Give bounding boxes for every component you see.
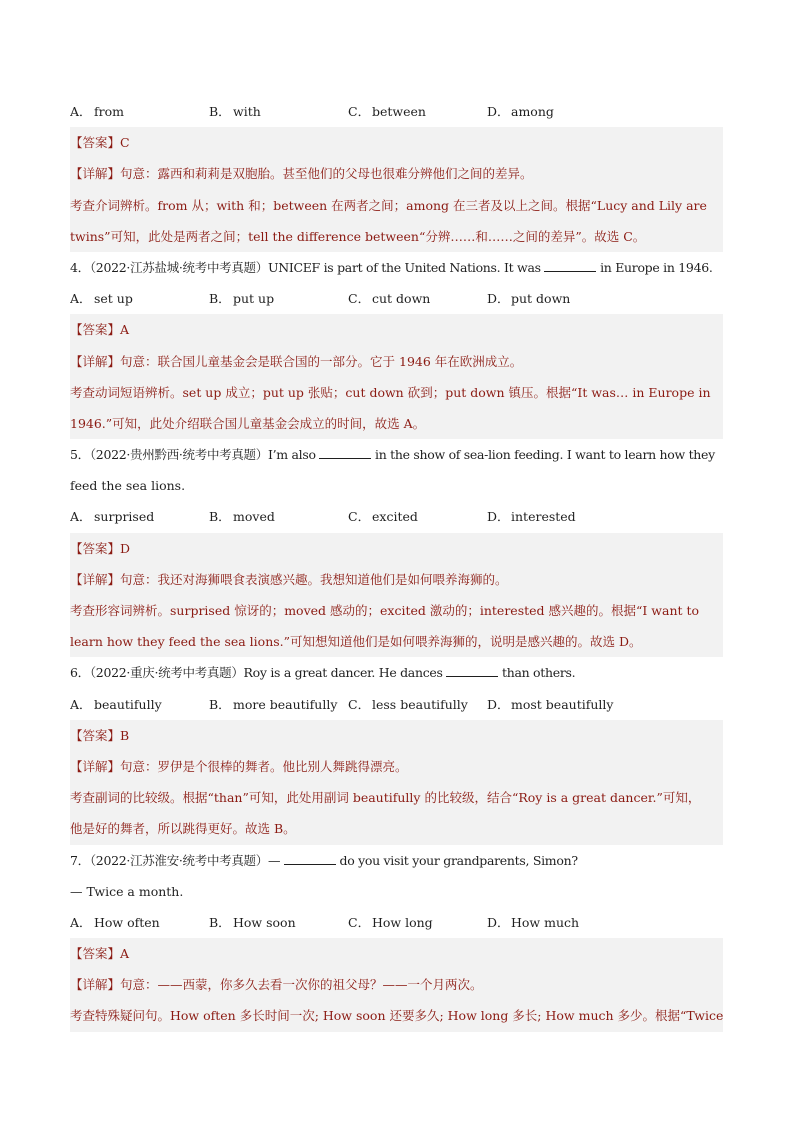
option-letter: D． <box>487 104 510 119</box>
option-letter: B． <box>209 509 231 525</box>
detail-tag: 【详解】 <box>70 758 121 774</box>
answer-letter: A <box>120 946 130 962</box>
detail-text: 句意：露西和莉莉是双胞胎。甚至他们的父母也很难分辨他们之间的差异。 <box>120 166 533 182</box>
detail-tag: 【详解】 <box>70 977 121 993</box>
q4-option-d[interactable] <box>487 283 626 314</box>
answer-blank[interactable] <box>544 259 596 272</box>
option-text: among <box>511 104 554 119</box>
q6-option-d[interactable] <box>487 689 626 720</box>
stem-text: 5．（2022·贵州黔西·统考中考真题）I’m also <box>70 447 320 463</box>
stem-text: than others. <box>498 665 576 681</box>
q7-option-b[interactable] <box>209 907 348 938</box>
option-text: from <box>94 104 124 119</box>
q4-option-b[interactable] <box>209 283 348 314</box>
option-text: most beautifully <box>511 696 614 712</box>
answer-tag: 【答案】 <box>70 946 121 962</box>
option-letter: C． <box>348 509 371 525</box>
q3-option-b[interactable] <box>209 96 348 127</box>
q7-options <box>70 907 723 938</box>
detail-text: 句意：联合国儿童基金会是联合国的一部分。它于 1946 年在欧洲成立。 <box>120 353 523 369</box>
option-letter: D． <box>487 914 510 930</box>
stem-text: 7．（2022·江苏淮安·统考中考真题）— <box>70 852 284 868</box>
stem-text: in the show of sea-lion feeding. I want to learn how they <box>371 447 715 463</box>
detail-tag: 【详解】 <box>70 166 121 182</box>
answer-letter: B <box>120 727 130 743</box>
q4-option-a[interactable] <box>70 283 209 314</box>
q5-option-a[interactable] <box>70 501 209 532</box>
option-text: surprised <box>94 509 155 525</box>
q4-options <box>70 283 723 314</box>
answer-blank[interactable] <box>284 852 336 865</box>
answer-tag: 【答案】 <box>70 727 121 743</box>
option-text: moved <box>233 509 275 525</box>
q5-detail-line-1 <box>70 564 723 595</box>
option-letter: C． <box>348 696 371 712</box>
q6-detail-line-2: 考查副词的比较级。根据“than”可知，此处用副词 beautifully 的比较级，结合“Roy is a great dancer.”可知， <box>70 782 723 813</box>
q6-options <box>70 689 723 720</box>
answer-blank[interactable] <box>319 446 371 459</box>
q4-option-c[interactable] <box>348 283 487 314</box>
q3-option-d[interactable] <box>487 96 626 127</box>
q7-answer <box>70 938 723 969</box>
q6-option-b[interactable] <box>209 689 348 720</box>
option-letter: C． <box>348 104 371 119</box>
q6-stem <box>70 657 723 688</box>
q5-detail-line-2: 考查形容词辨析。surprised 惊讶的；moved 感动的；excited 激动的；interested 感兴趣的。根据“I want to <box>70 595 723 626</box>
q7-detail-line-2: 考查特殊疑问句。How often 多长时间一次; How soon 还要多久; How long 多长; How much 多少。根据“Twice <box>70 1000 723 1031</box>
q6-option-c[interactable] <box>348 689 487 720</box>
answer-tag: 【答案】 <box>70 135 121 151</box>
option-text: How much <box>511 914 580 930</box>
q3-detail-line-3: twins”可知，此处是两者之间；tell the difference between“分辨……和……之间的差异”。故选 C。 <box>70 221 723 252</box>
stem-text: 4．（2022·江苏盐城·统考中考真题）UNICEF is part of the United Nations. It was <box>70 259 545 275</box>
answer-letter: C <box>120 135 130 151</box>
answer-tag: 【答案】 <box>70 322 121 338</box>
answer-letter: A <box>120 322 130 338</box>
q5-stem <box>70 439 723 470</box>
q6-option-a[interactable] <box>70 689 209 720</box>
q5-option-d[interactable] <box>487 501 626 532</box>
q3-option-c[interactable] <box>348 96 487 127</box>
q5-answer <box>70 533 723 564</box>
q6-answer <box>70 720 723 751</box>
option-text: with <box>233 104 261 119</box>
q7-stem <box>70 845 723 876</box>
option-letter: A． <box>70 509 92 525</box>
q7-option-c[interactable] <box>348 907 487 938</box>
q5-stem-line-2: feed the sea lions. <box>70 478 186 494</box>
option-text: How soon <box>233 914 296 930</box>
stem-text: 6．（2022·重庆·统考中考真题）Roy is a great dancer. He dances <box>70 665 447 681</box>
q4-detail-line-3: 1946.”可知，此处介绍联合国儿童基金会成立的时间，故选 A。 <box>70 408 723 439</box>
option-text: more beautifully <box>233 696 338 712</box>
option-text: less beautifully <box>372 696 468 712</box>
q4-stem <box>70 252 723 283</box>
option-letter: A． <box>70 291 92 307</box>
q7-option-a[interactable] <box>70 907 209 938</box>
option-text: put up <box>233 291 275 307</box>
option-letter: C． <box>348 291 371 307</box>
q3-option-a[interactable] <box>70 96 209 127</box>
q7-detail-line-1 <box>70 969 723 1000</box>
detail-text: 句意：罗伊是个很棒的舞者。他比别人舞跳得漂亮。 <box>120 758 408 774</box>
q5-detail-line-3: learn how they feed the sea lions.”可知想知道他们是如何喂养海狮的，说明是感兴趣的。故选 D。 <box>70 626 723 657</box>
option-text: How long <box>372 914 433 930</box>
q5-options <box>70 501 723 532</box>
option-text: How often <box>94 914 160 930</box>
option-letter: A． <box>70 104 92 119</box>
q7-stem-line-2: — Twice a month. <box>70 883 184 899</box>
answer-blank[interactable] <box>446 664 498 677</box>
q4-detail-line-1 <box>70 346 723 377</box>
option-letter: B． <box>209 914 231 930</box>
option-letter: A． <box>70 696 92 712</box>
detail-text: 句意：我还对海狮喂食表演感兴趣。我想知道他们是如何喂养海狮的。 <box>120 571 508 587</box>
q3-answer <box>70 127 723 158</box>
option-text: set up <box>94 291 133 307</box>
worksheet-page <box>70 96 723 1032</box>
option-letter: C． <box>348 914 371 930</box>
option-text: excited <box>372 509 418 525</box>
option-letter: B． <box>209 104 231 119</box>
option-text: beautifully <box>94 696 162 712</box>
q3-options <box>70 96 723 127</box>
stem-text: in Europe in 1946. <box>596 259 713 275</box>
option-letter: D． <box>487 291 510 307</box>
answer-tag: 【答案】 <box>70 540 121 556</box>
q5-option-b[interactable] <box>209 501 348 532</box>
option-letter: B． <box>209 291 231 307</box>
q6-detail-line-1 <box>70 751 723 782</box>
q4-answer <box>70 314 723 345</box>
option-text: between <box>372 104 426 119</box>
q3-detail-line-1 <box>70 158 723 189</box>
detail-text: 句意：——西蒙，你多久去看一次你的祖父母？——一个月两次。 <box>120 977 483 993</box>
option-letter: D． <box>487 696 510 712</box>
option-letter: B． <box>209 696 231 712</box>
option-letter: A． <box>70 914 92 930</box>
stem-text: do you visit your grandparents, Simon? <box>335 852 578 868</box>
detail-tag: 【详解】 <box>70 571 121 587</box>
q3-detail-line-2: 考查介词辨析。from 从；with 和；between 在两者之间；among 在三者及以上之间。根据“Lucy and Lily are <box>70 190 723 221</box>
answer-letter: D <box>120 540 131 556</box>
detail-tag: 【详解】 <box>70 353 121 369</box>
option-text: put down <box>511 291 571 307</box>
q4-detail-line-2: 考查动词短语辨析。set up 成立；put up 张贴；cut down 砍到；put down 镇压。根据“It was… in Europe in <box>70 377 723 408</box>
q7-option-d[interactable] <box>487 907 626 938</box>
option-text: cut down <box>372 291 431 307</box>
q5-option-c[interactable] <box>348 501 487 532</box>
q6-detail-line-3: 他是好的舞者，所以跳得更好。故选 B。 <box>70 813 723 844</box>
option-letter: D． <box>487 509 510 525</box>
option-text: interested <box>511 509 576 525</box>
